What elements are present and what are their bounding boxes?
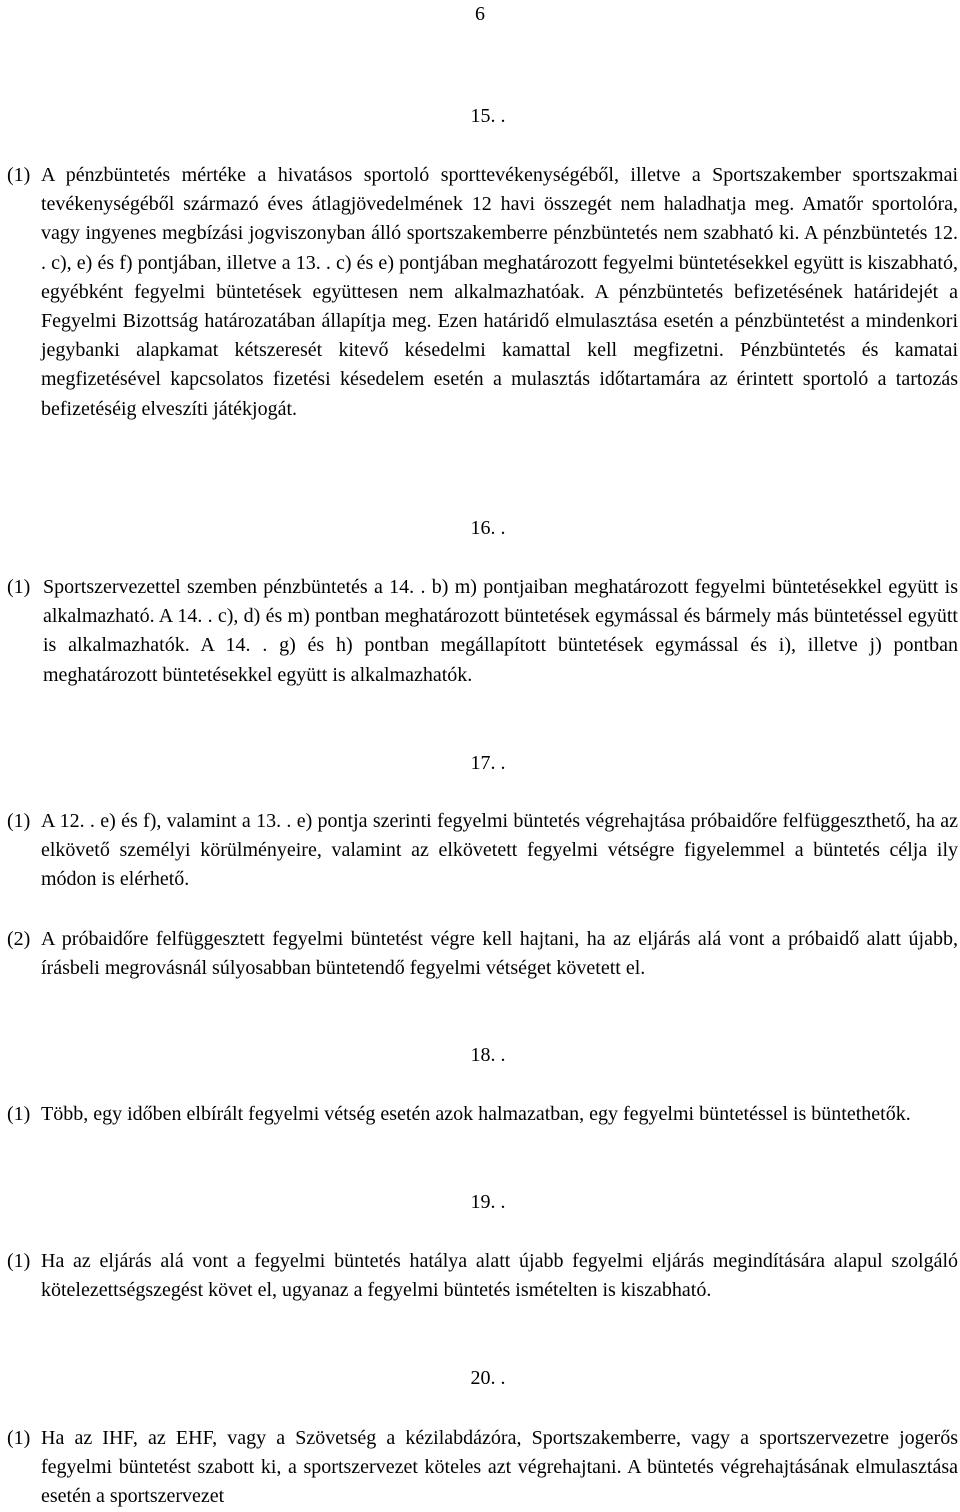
paragraph-number: (2) [7,928,31,950]
paragraph-text: A pénzbüntetés mértéke a hivatásos sportoló sporttevékenységéből, illetve a Sportszakember sportszakmai tevékenységéből származó éves átlagjövedelmének 12 havi összegét nem haladhatja meg. Amatőr sportolóra, vagy ingyenes megbízási jogviszonyban álló sportszakemberre pénzbüntetés nem szabható ki. A pénzbüntetés 12. . c), e) és f) pontjában, illetve a 13. . c) és e) pontjában meghatározott fegyelmi büntetésekkel együtt is kiszabható, egyébként fegyelmi büntetések együttesen nem alkalmazhatóak. A pénzbüntetés befizetésének határidejét a Fegyelmi Bizottság határozatában állapítja meg. Ezen határidő elmulasztása esetén a pénzbüntetést a mindenkori jegybanki alapkamat kétszeresét kitevő késedelmi kamattal kell megfizetni. Pénzbüntetés és kamatai megfizetésével kapcsolatos fizetési késedelem esetén a mulasztás időtartamára az érintett sportoló a tartozás befizetéséig elveszíti játékjogát. [41,164,958,420]
section-heading-17: 17. . [470,752,506,774]
section-heading-15: 15. . [470,105,506,127]
paragraph-18-1 [7,1100,958,1129]
paragraph-text: A próbaidőre felfüggesztett fegyelmi büntetést végre kell hajtani, ha az eljárás alá vont a próbaidő alatt újabb, írásbeli megrovásnál súlyosabban büntetendő fegyelmi vétséget követett el. [41,928,958,980]
paragraph-15-1 [7,161,958,424]
paragraph-number: (1) [7,1250,31,1272]
paragraph-text: Ha az eljárás alá vont a fegyelmi büntetés hatálya alatt újabb fegyelmi eljárás megindítására alapul szolgáló kötelezettségszegést követ el, ugyanaz a fegyelmi büntetés ismételten is kiszabható. [41,1250,958,1302]
section-heading-20: 20. . [470,1367,506,1389]
section-heading-18: 18. . [470,1044,506,1066]
paragraph-20-1 [7,1424,958,1512]
paragraph-text: Több, egy időben elbírált fegyelmi vétség esetén azok halmazatban, egy fegyelmi büntetéssel is büntethetők. [41,1103,911,1125]
page-number: 6 [475,3,485,25]
paragraph-text: Sportszervezettel szemben pénzbüntetés a 14. . b) m) pontjaiban meghatározott fegyelmi büntetésekkel együtt is alkalmazható. A 14. . c), d) és m) pontban meghatározott büntetések egymással és bármely más büntetéssel együtt is alkalmazhatók. A 14. . g) és h) pontban megállapított büntetések egymással és i), illetve j) pontban meghatározott büntetésekkel együtt is alkalmazhatók. [43,576,958,686]
section-heading-19: 19. . [470,1191,506,1213]
paragraph-19-1 [7,1247,958,1305]
paragraph-17-2 [7,925,958,983]
paragraph-number: (1) [7,810,31,832]
paragraph-number: (1) [7,576,31,598]
paragraph-text: A 12. . e) és f), valamint a 13. . e) pontja szerinti fegyelmi büntetés végrehajtása próbaidőre felfüggeszthető, ha az elkövető személyi körülményeire, valamint az elkövetett fegyelmi vétségre figyelemmel a büntetés célja ily módon is elérhető. [41,810,958,891]
paragraph-17-1 [7,807,958,895]
paragraph-16-1 [7,573,958,690]
paragraph-number: (1) [7,1103,31,1125]
paragraph-number: (1) [7,1427,31,1449]
paragraph-number: (1) [7,164,31,186]
paragraph-text: Ha az IHF, az EHF, vagy a Szövetség a kézilabdázóra, Sportszakemberre, vagy a sportszervezetre jogerős fegyelmi büntetést szabott ki, a sportszervezet köteles azt végrehajtani. A büntetés végrehajtásának elmulasztása esetén a sportszervezet [41,1427,958,1508]
section-heading-16: 16. . [470,517,506,539]
